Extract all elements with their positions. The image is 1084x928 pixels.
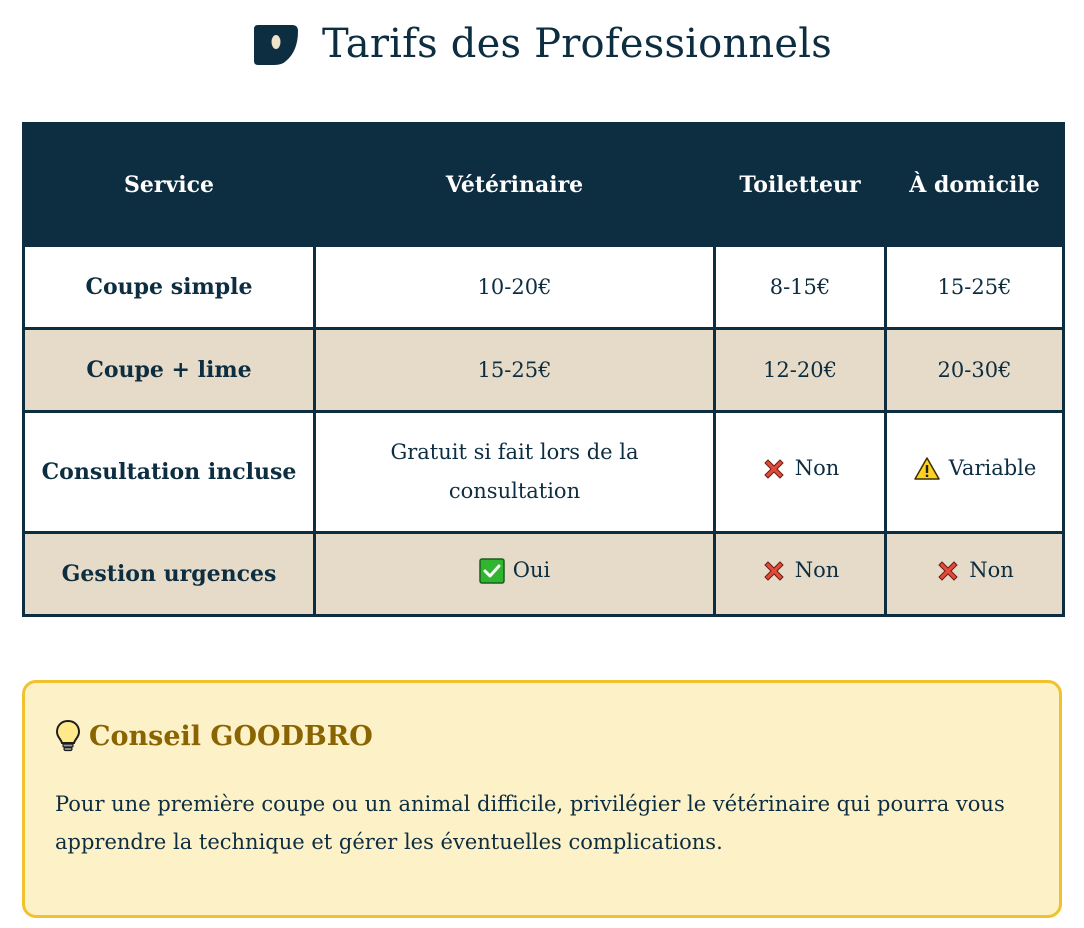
price-cell: 20-30€ (886, 329, 1064, 412)
page-header (0, 12, 1084, 76)
status-text: Variable (948, 456, 1037, 481)
status-cell (886, 533, 1064, 616)
column-header-toiletteur: Toiletteur (715, 124, 886, 246)
warning-icon (913, 456, 941, 482)
service-cell: Consultation incluse (24, 412, 315, 533)
tip-header (55, 717, 1029, 755)
service-cell: Gestion urgences (24, 533, 315, 616)
price-cell: 12-20€ (715, 329, 886, 412)
cross-mark-icon (935, 558, 961, 584)
check-mark-icon (479, 558, 505, 584)
table-header-row (24, 124, 1064, 246)
column-header-domicile: À domicile (886, 124, 1064, 246)
table-row (24, 533, 1064, 616)
pricing-table (22, 122, 1065, 617)
status-cell (715, 412, 886, 533)
table-row (24, 412, 1064, 533)
price-cell: 15-25€ (315, 329, 715, 412)
page-title: Tarifs des Professionnels (322, 21, 832, 67)
cross-mark-icon (761, 456, 787, 482)
tip-box (22, 680, 1062, 918)
status-text: Non (969, 558, 1014, 583)
column-header-service: Service (24, 124, 315, 246)
status-cell (886, 412, 1064, 533)
leaf-icon (252, 21, 300, 67)
table-row (24, 246, 1064, 329)
lightbulb-icon (55, 719, 81, 753)
table-row (24, 329, 1064, 412)
cross-mark-icon (761, 558, 787, 584)
status-cell (715, 533, 886, 616)
status-text: Non (794, 558, 840, 583)
status-text: Non (794, 456, 840, 481)
price-cell: 15-25€ (886, 246, 1064, 329)
column-header-veterinaire: Vétérinaire (315, 124, 715, 246)
price-cell: 8-15€ (715, 246, 886, 329)
service-cell: Coupe + lime (24, 329, 315, 412)
tip-title: Conseil GOODBRO (89, 720, 373, 752)
info-cell: Gratuit si fait lors de la consultation (315, 412, 715, 533)
service-cell: Coupe simple (24, 246, 315, 329)
status-cell (315, 533, 715, 616)
status-text: Oui (512, 558, 551, 583)
tip-text: Pour une première coupe ou un animal difficile, privilégier le vétérinaire qui pourra vous apprendre la technique et gérer les éventuelles complications. (55, 792, 1005, 854)
price-cell: 10-20€ (315, 246, 715, 329)
